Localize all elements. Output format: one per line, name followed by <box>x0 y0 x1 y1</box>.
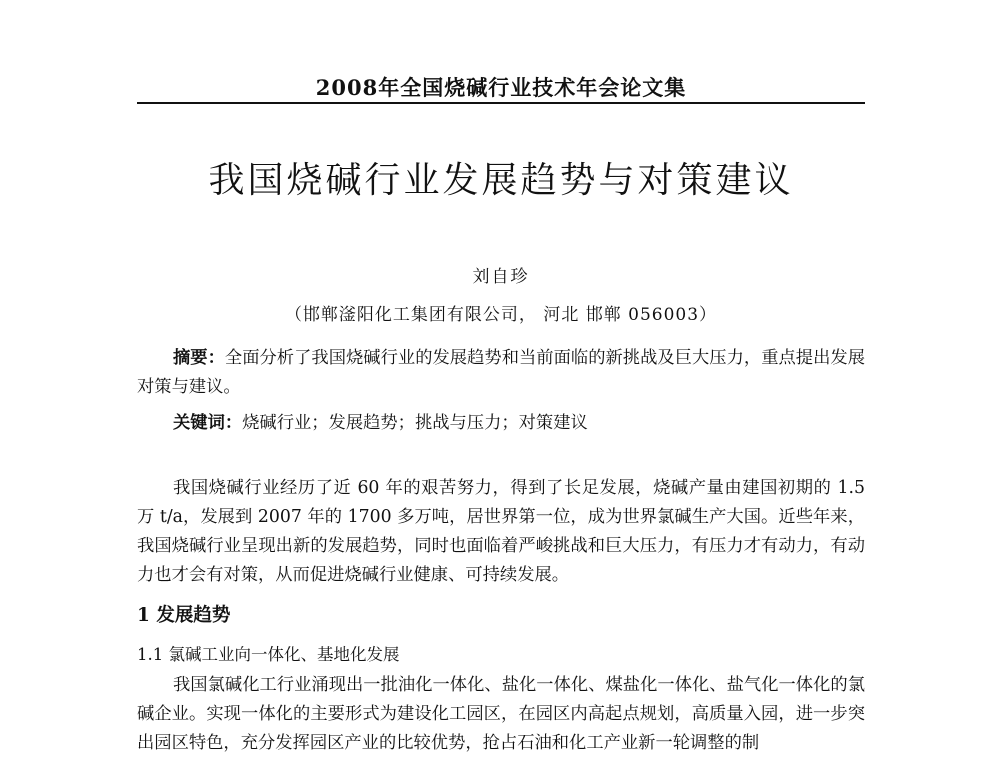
keywords <box>137 409 865 438</box>
article-title: 我国烧碱行业发展趋势与对策建议 <box>208 160 794 201</box>
body-paragraph: 我国氯碱化工行业涌现出一批油化一体化、盐化一体化、煤盐化一体化、盐气化一体化的氯碱企业。实现一体化的主要形式为建设化工园区，在园区内高起点规划，高质量入园，进一步突出园区特色，充分发挥园区产业的比较优势，抢占石油和化工产业新一轮调整的制 <box>137 675 865 753</box>
header-rule <box>137 102 865 104</box>
running-header: 2008年全国烧碱行业技术年会论文集 <box>315 75 687 100</box>
abstract <box>137 344 865 402</box>
author-name: 刘自珍 <box>472 267 530 287</box>
author-affiliation: （邯郸滏阳化工集团有限公司， 河北 邯郸 056003） <box>284 305 718 325</box>
abstract-text: 全面分析了我国烧碱行业的发展趋势和当前面临的新挑战及巨大压力，重点提出发展对策与建议。 <box>137 348 865 397</box>
keywords-label: 关键词： <box>173 413 243 433</box>
section-heading: 1 发展趋势 <box>137 605 231 626</box>
subsection-heading: 1.1 氯碱工业向一体化、基地化发展 <box>137 645 400 664</box>
abstract-label: 摘要： <box>173 348 225 368</box>
keywords-text: 烧碱行业；发展趋势；挑战与压力；对策建议 <box>242 413 588 433</box>
intro-paragraph: 我国烧碱行业经历了近 60 年的艰苦努力，得到了长足发展，烧碱产量由建国初期的 1.5 万 t/a，发展到 2007 年的 1700 多万吨，居世界第一位，成为世界氯碱生产大国。近些年来，我国烧碱行业呈现出新的发展趋势，同时也面临着严峻挑战和巨大压力，有压力才有动力，有动力也才会有对策，从而促进烧碱行业健康、可持续发展。 <box>137 478 865 585</box>
